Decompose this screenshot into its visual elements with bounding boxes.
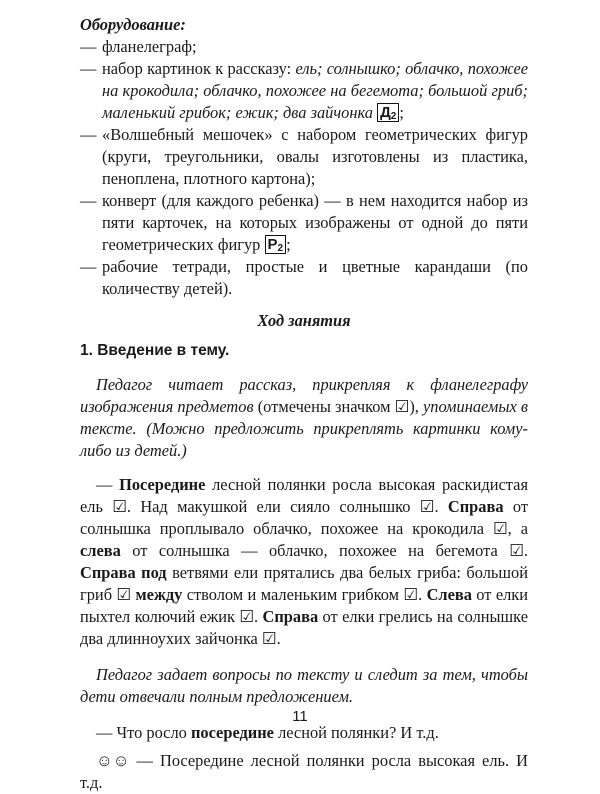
teacher-instruction xyxy=(80,374,528,462)
teacher-instruction: Педагог задает вопросы по тексту и следит за тем, чтобы дети отвечали полным предложением. xyxy=(80,665,528,706)
story-text: стволом и маленьким грибком ☑. xyxy=(182,585,427,604)
question-text: — Что росло xyxy=(96,723,191,742)
story-keyword: Слева xyxy=(426,585,472,604)
section-heading: 1. Введение в тему. xyxy=(80,342,230,359)
lesson-title: Ход занятия xyxy=(257,311,351,330)
story-text: — xyxy=(96,475,120,494)
story-text: ветвями ели прятались два белых гриба: большой гриб ☑ xyxy=(80,563,528,604)
answer-line: ☺☺ — Посередине лесной полянки росла высокая ель. И т.д. xyxy=(80,751,528,792)
punctuation: ; xyxy=(399,103,404,122)
handout-icon-letter: Д xyxy=(380,104,391,121)
story-keyword: Справа xyxy=(262,607,319,626)
list-item xyxy=(80,58,528,124)
list-dash: — xyxy=(80,59,97,78)
question-keyword: посередине xyxy=(190,723,274,742)
equipment-item-text: набор картинок к рассказу: xyxy=(102,59,296,78)
punctuation: ; xyxy=(286,235,291,254)
handout-icon-subscript: 2 xyxy=(390,111,397,122)
list-item xyxy=(80,190,528,256)
instruction-text: упоминаемых в тексте. (Можно предложить прикреплять картинки кому-либо из детей.) xyxy=(80,397,528,460)
instruction-note: (отмечены значком ☑), xyxy=(253,397,424,416)
list-dash: — xyxy=(80,257,97,276)
list-item xyxy=(80,36,528,58)
equipment-item-text: рабочие тетради, простые и цветные карандаши (по количеству детей). xyxy=(102,257,528,298)
equipment-heading: Оборудование: xyxy=(80,15,186,34)
equipment-item-text: «Волшебный мешочек» с набором геометрических фигур (круги, треугольники, овалы изготовлены из пластика, пеноплена, плотного картона); xyxy=(102,125,528,188)
story-text: от солнышка — облачко, похожее на бегемота ☑. xyxy=(120,541,528,560)
handout-icon-subscript: 2 xyxy=(277,243,284,254)
list-item xyxy=(80,256,528,300)
equipment-list xyxy=(80,36,528,300)
story-keyword: Посередине xyxy=(119,475,206,494)
story-keyword: слева xyxy=(80,541,121,560)
story-keyword: Справа xyxy=(447,497,504,516)
handout-icon-letter: Р xyxy=(267,236,278,253)
question-text: лесной полянки? И т.д. xyxy=(273,723,439,742)
page-number: 11 xyxy=(292,708,308,725)
list-item xyxy=(80,124,528,190)
handout-d2-icon xyxy=(377,103,399,122)
page-content xyxy=(80,14,528,794)
story-text: от елки пыхтел колючий ежик ☑. xyxy=(80,585,529,626)
story-text: от елки грелись на солнышке два длинноухих зайчонка ☑. xyxy=(80,607,528,648)
handout-r2-icon xyxy=(265,235,287,254)
story-text: от солнышка проплывало облачко, похожее на крокодила ☑, а xyxy=(80,497,528,538)
picture-set-list: ель; солнышко; облачко, похожее на крокодила; облачко, похожее на бегемота; большой гриб; маленький грибок; ежик; два зайчонка xyxy=(102,59,529,122)
list-dash: — xyxy=(80,37,97,56)
equipment-item-text: фланелеграф; xyxy=(102,37,197,56)
story-paragraph xyxy=(80,474,528,650)
story-keyword: Справа под xyxy=(80,563,167,582)
story-text: лесной полянки росла высокая раскидистая ель ☑. Над макушкой ели сияло солнышко ☑. xyxy=(80,475,528,516)
story-keyword: между xyxy=(135,585,183,604)
instruction-text: Педагог читает рассказ, прикрепляя к фланелеграфу изображения предметов xyxy=(80,375,528,416)
list-dash: — xyxy=(80,191,97,210)
equipment-item-text: конверт (для каждого ребенка) — в нем находится набор из пяти карточек, на которых изображены от одной до пяти геометрических фигур xyxy=(102,191,528,254)
list-dash: — xyxy=(80,125,97,144)
